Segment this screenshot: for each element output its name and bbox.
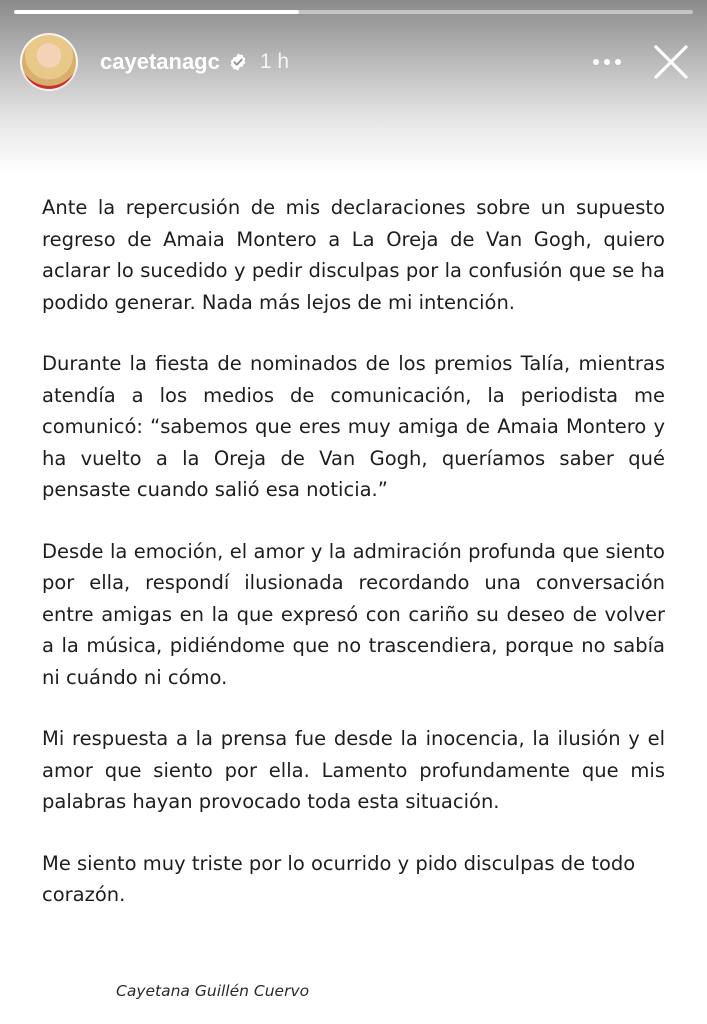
statement-paragraph-3: Desde la emoción, el amor y la admiración profunda que siento por ella, respondí ilusionada recordando una conversación entre amigas en la que expresó con cariño su deseo de volver a la música, pidiéndome que no trascendiera, porque no sabía ni cuándo ni cómo. [42,539,665,689]
username[interactable]: cayetanagc [100,49,220,74]
more-options-icon [604,59,610,65]
close-icon[interactable] [649,40,693,84]
verified-badge-icon [228,52,248,72]
statement-text [42,192,665,941]
more-options-icon [593,59,599,65]
more-options-icon [615,59,621,65]
story-progress-bar [14,10,693,14]
statement-paragraph-4: Mi respuesta a la prensa fue desde la inocencia, la ilusión y el amor que siento por ella. Lamento profundamente que mis palabras hayan provocado toda esta situación. [42,727,665,813]
story-progress-fill [14,10,299,14]
statement-paragraph-2: Durante la fiesta de nominados de los premios Talía, mientras atendía a los medios de comunicación, la periodista me comunicó: “sabemos que eres muy amiga de Amaia Montero y ha vuelto a la Oreja de Van Gogh, queríamos saber qué pensaste cuando salió esa noticia.” [42,352,665,501]
signature: Cayetana Guillén Cuervo [116,982,310,1000]
story-timestamp: 1 h [259,50,290,73]
statement-paragraph-1: Ante la repercusión de mis declaraciones sobre un supuesto regreso de Amaia Montero a La Oreja de Van Gogh, quiero aclarar lo sucedido y pedir disculpas por la confusión que se ha podido generar. Nada más lejos de mi intención. [42,196,665,314]
story-header [20,30,693,94]
statement-paragraph-5: Me siento muy triste por lo ocurrido y pido disculpas de todo corazón. [42,851,636,906]
avatar[interactable] [20,33,78,91]
more-options-button[interactable] [587,42,627,82]
